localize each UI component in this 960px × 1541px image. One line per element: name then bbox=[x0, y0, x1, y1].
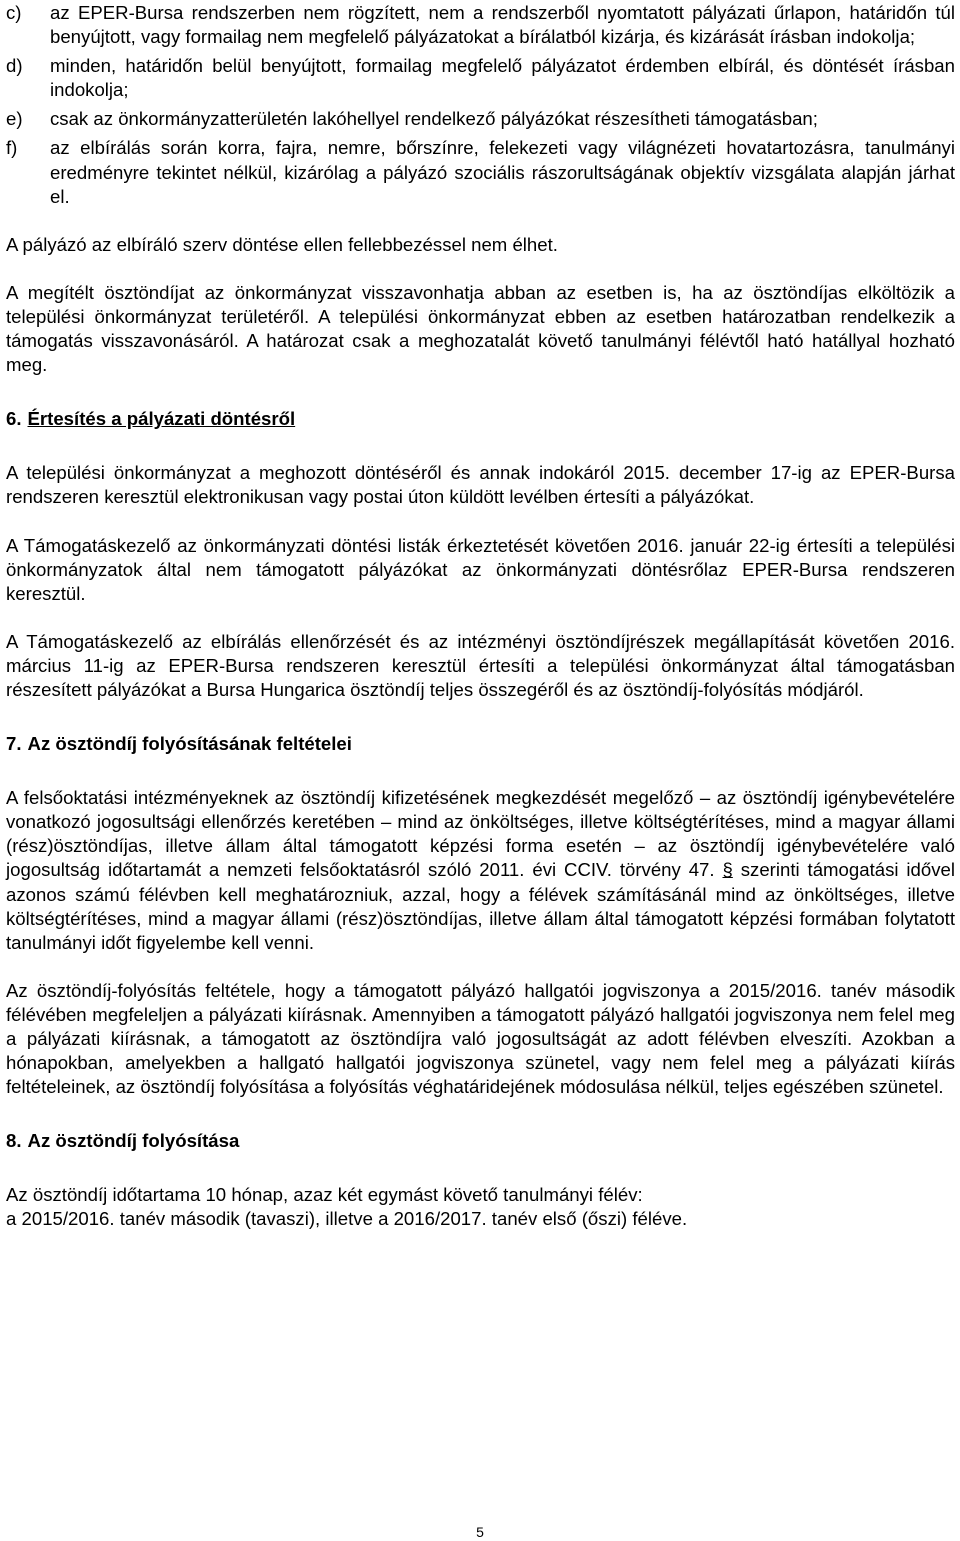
criteria-list bbox=[6, 0, 955, 209]
list-item bbox=[6, 136, 955, 208]
list-marker: c) bbox=[6, 2, 22, 23]
list-item bbox=[6, 54, 955, 102]
section-title bbox=[28, 407, 296, 431]
section-6-paragraph: A Támogatáskezelő az önkormányzati döntési listák érkeztetését követően 2016. január 22-ig értesíti a települési önkormányzatok által nem támogatott pályázókat az önkormányzati döntésrőlaz EPER-Bursa rendszeren keresztül. bbox=[6, 534, 955, 604]
section-8-heading bbox=[6, 1129, 955, 1153]
section-number: 8. bbox=[6, 1130, 22, 1152]
section-title: Az ösztöndíj folyósításának feltételei bbox=[27, 733, 352, 755]
section-6-paragraph: A települési önkormányzat a meghozott döntéséről és annak indokáról 2015. december 17-ig az EPER-Bursa rendszeren keresztül elektronikusan vagy postai úton küldött levélben értesíti a pályázókat. bbox=[6, 462, 955, 508]
section-number: 7. bbox=[6, 733, 22, 755]
section-number: 6. bbox=[6, 408, 22, 430]
appeal-paragraph: A pályázó az elbíráló szerv döntése ellen fellebbezéssel nem élhet. bbox=[6, 233, 558, 255]
list-item bbox=[6, 107, 955, 131]
document-page bbox=[6, 0, 955, 1232]
section-symbol: § bbox=[722, 859, 733, 881]
section-8-line: a 2015/2016. tanév második (tavaszi), illetve a 2016/2017. tanév első (őszi) féléve. bbox=[6, 1208, 688, 1230]
revocation-paragraph: A megítélt ösztöndíjat az önkormányzat visszavonhatja abban az esetben is, ha az ösztöndíjas elköltözik a települési önkormányzat területéről. A települési önkormányzat ebben az esetben határozatban rendelkezik a támogatás visszavonásáról. A határozat csak a meghozatalát követő tanulmányi félévtől ható hatállyal hozható meg. bbox=[6, 281, 955, 376]
list-item bbox=[6, 1, 955, 49]
list-marker: e) bbox=[6, 108, 23, 130]
list-item-text: az EPER-Bursa rendszerben nem rögzített, nem a rendszerből nyomtatott pályázati űrlapon, határidőn túl benyújtott, vagy formailag nem megfelelő pályázatokat a bírálatból kizárja, és kizárását írásban indokolja; bbox=[50, 2, 955, 48]
list-item-text: az elbírálás során korra, fajra, nemre, bőrszínre, felekezeti vagy világnézeti hovatartozásra, tanulmányi eredményre tekintet nélkül, kizárólag a pályázó szociális rászorultságának objektív vizsgálata alapján járhat el. bbox=[50, 137, 955, 207]
paragraph-text: szerinti támogatási idővel azonos számú félévben kell meghatározniuk, azzal, hogy a félévek számításánál mind az önköltséges, illetve költségtérítéses, mind a magyar állami (rész)ösztöndíjas, illetve állam által támogatott képzési formában folytatott tanulmányi időt figyelembe kell venni. bbox=[6, 859, 955, 953]
section-7-heading bbox=[6, 732, 955, 756]
list-marker: f) bbox=[6, 137, 18, 159]
page-number: 5 bbox=[476, 1524, 484, 1540]
section-title: Az ösztöndíj folyósítása bbox=[27, 1130, 240, 1152]
section-title-text: Értesítés a pályázati döntésről bbox=[27, 408, 296, 430]
list-item-text: minden, határidőn belül benyújtott, formailag megfelelő pályázatot érdemben elbírál, és döntését írásban indokolja; bbox=[50, 55, 955, 101]
list-marker: d) bbox=[6, 55, 23, 77]
section-6-heading bbox=[6, 407, 955, 431]
paragraph-text: A felsőoktatási intézményeknek az ösztöndíj kifizetésének megkezdését megelőző – az ösztöndíj igénybevételére vonatkozó jogosultsági ellenőrzés keretében – mind az önköltséges, illetve költségtérítéses, mind a magyar állami (rész)ösztöndíjas, illetve állam által támogatott képzési forma esetén – az ösztöndíj igénybevételére való jogosultság időtartamát a nemzeti felsőoktatásról szóló 2011. évi CCIV. törvény 47. bbox=[6, 787, 955, 881]
section-6-paragraph: A Támogatáskezelő az elbírálás ellenőrzését és az intézményi ösztöndíjrészek megállapítását követően 2016. március 11-ig az EPER-Bursa rendszeren keresztül értesíti a települési önkormányzat által támogatásban részesített pályázókat a Bursa Hungarica ösztöndíj teljes összegéről és az ösztöndíj-folyósítás módjáról. bbox=[6, 630, 955, 700]
section-7-paragraph-1 bbox=[6, 786, 955, 955]
section-7-paragraph-2: Az ösztöndíj-folyósítás feltétele, hogy a támogatott pályázó hallgatói jogviszonya a 2015/2016. tanév második félévében megfeleljen a pályázati kiírásnak. Amennyiben a támogatott pályázó hallgatói jogviszonya nem felel meg a pályázati kiírásnak, a támogatott az ösztöndíjra való jogosultságát az adott félévben elveszíti. Azokban a hónapokban, amelyekben a hallgató hallgatói jogviszonya szünetel, vagy nem felel meg a pályázati kiírás feltételeinek, az ösztöndíj folyósítása a folyósítás véghatáridejének módosulása nélkül, teljes egészében szünetel. bbox=[6, 979, 955, 1098]
list-item-text: csak az önkormányzatterületén lakóhellyel rendelkező pályázókat részesítheti támogatásban; bbox=[50, 108, 818, 130]
section-8-line: Az ösztöndíj időtartama 10 hónap, azaz két egymást követő tanulmányi félév: bbox=[6, 1184, 643, 1206]
